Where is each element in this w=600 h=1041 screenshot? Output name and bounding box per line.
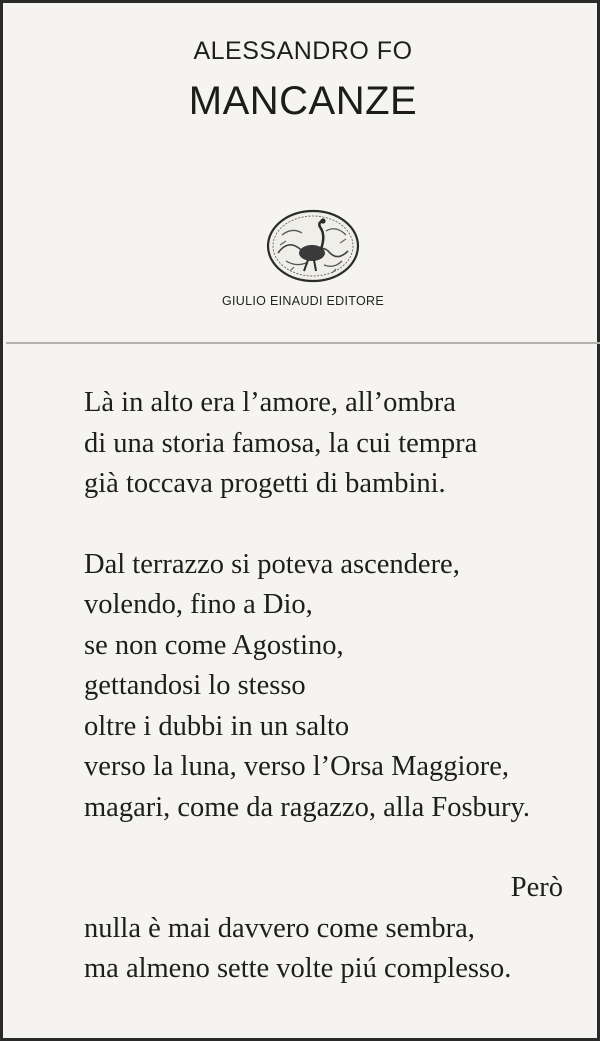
- stanza-1: [84, 383, 564, 505]
- author-name: ALESSANDRO FO: [193, 37, 413, 65]
- publisher-name: GIULIO EINAUDI EDITORE: [222, 294, 384, 308]
- poem-line: magari, come da ragazzo, alla Fosbury.: [84, 791, 531, 823]
- poem-text: [84, 383, 564, 990]
- book-title: MANCANZE: [188, 79, 418, 123]
- stanza-3: [84, 868, 564, 990]
- poem-line: già toccava progetti di bambini.: [84, 468, 446, 499]
- poem-line: nulla è mai davvero come sembra,: [84, 912, 475, 944]
- poem-line: di una storia famosa, la cui tempra: [84, 427, 478, 459]
- divider: [6, 342, 600, 344]
- poem-line: volendo, fino a Dio,: [84, 589, 313, 620]
- poem-line: oltre i dubbi in un salto: [84, 710, 350, 742]
- poem-line: se non come Agostino,: [84, 629, 344, 661]
- ostrich-emblem-icon: [266, 209, 360, 283]
- poem-line: Là in alto era l’amore, all’ombra: [84, 387, 456, 418]
- poem-line: ma almeno sette volte piú complesso.: [84, 953, 512, 984]
- poem-line: Però: [510, 872, 563, 903]
- stanza-2: [84, 545, 564, 829]
- poem-line: verso la luna, verso l’Orsa Maggiore,: [84, 751, 509, 782]
- poem-line: gettandosi lo stesso: [84, 670, 306, 701]
- poem-line: Dal terrazzo si poteva ascendere,: [84, 548, 460, 580]
